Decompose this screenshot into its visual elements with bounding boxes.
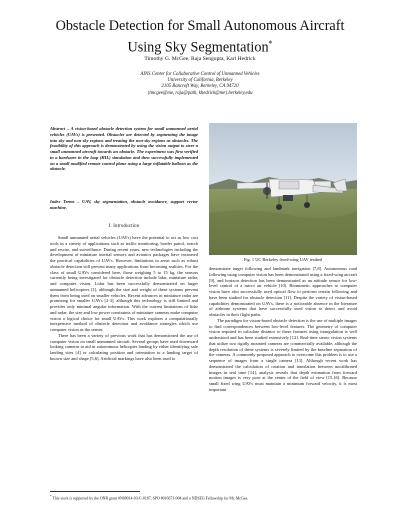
affiliation-emails: {tmcgee@me, raja@path, khedrick@me}.berkeley.edu [147,90,253,96]
figure-caption: Fig. 1 UC Berkeley fixed-wing UAV testbed [243,257,323,262]
affiliation-block [30,72,370,97]
title-line-1: Obstacle Detection for Small Autonomous Aircraft [55,18,345,34]
intro-paragraph: Small unmanned aerial vehicles (UAVs) have the potential to act as low cost tools in a variety of applications such as traffic monitoring, border patrol, search and rescue, and surveillance. During recent years, new technologies including the development of miniature inertial sensors and avionics packages have increased the practical capabilities of UAVs. However, limitations in areas such as robust obstacle detection still prevent many applications from becoming realities. For the class of small UAVs considered here, those weighing 5 to 15 kg, the sensors currently being investigated for obstacle detection include lidar, miniature radar, and computer vision. Lidar has been successfully demonstrated on larger unmanned helicopters [1], although the size and weight of these systems prevent them from being used on smaller vehicles. Recent advances in miniature radar are promising for smaller UAVs [2-3], although this technology is still limited and provides only minimal angular information. With the current limitations of lidar and radar, the size and low power constraints of miniature cameras make computer vision a logical choice for small UAVs. This work explores a computationally inexpensive method of obstacle detection and avoidance strategies which use computer vision as the sensor. [50,235,198,332]
index-terms [50,199,198,211]
index-terms-label: Index Terms [50,199,75,204]
abstract-body: – A vision-based obstacle detection system for small unmanned aerial vehicles (UAVs) is presented. Obstacles are detected by segmenting the image into sky and non-sky regions and treating the non-sky regions as obstacles. The feasibility of this approach is demonstrated by using the vision output to steer a small unmanned aircraft towards an obstacle. The experiment was first verified in a hardware in the loop (HIL) simulation and then successfully implemented on a small modified remote control plane using a large inflatable balloon as the obstacle. [50,126,198,172]
section-heading-introduction: I. Introduction [108,224,140,229]
affiliation-line: 2105 Bancroft Way, Berkeley, CA 94720 [161,84,239,90]
uav-testbed-image [209,123,357,255]
abstract-label: Abstract [50,126,66,131]
author-list: Timothy G. McGee, Raja Sengupta, Karl Hedrick [144,56,256,62]
intro-left-column [50,235,198,362]
title-footnote-mark: * [268,39,273,48]
paper-title [30,18,370,57]
footnote-divider [50,491,140,492]
index-terms-body: – UAV, sky segmentation, obstacle avoidance, support vector machine. [50,199,199,210]
intro-paragraph: There has been a variety of previous work that has demonstrated the use of computer vision on small unmanned aircraft. Several groups have used downward looking cameras to aid in autonomous helicopter landing by either identifying safe landing sites [4] or calculating position and orientation to a landing target of known size and shape [5,6]. Artificial markings have also been used to [50,332,198,361]
affiliation-line: AINS Center for Collaborative Control of Unmanned Vehicles [140,72,260,77]
footnote-mark: * [50,494,52,498]
intro-paragraph: The paradigm for vision-based obstacle detection is the use of multiple images to find correspondences between low-level features. The geometry of computer vision required to calculate distance to these features using triangulation is well understood and has been studied extensively [12]. Real-time stereo vision systems that utilize two rigidly mounted cameras are commercially available, although the depth resolution of these systems is severely limited by the baseline separation of the cameras. A commonly proposed approach to overcome this problem is to use a sequence of images from a single camera [13]. Although recent work has demonstrated the calculation of rotation and translation between uncalibrated images in real time [14], analysis reveals that depth estimation from forward motion images is very poor at the center of the field of view [15,16]. Because small fixed wing UAVs must maintain a minimum forward velocity, it is most important [209,317,357,392]
footnote [50,494,350,501]
affiliation-line: University of California, Berkeley [167,78,233,84]
intro-paragraph: demonstrate target following and landmark navigation [7,8]. Autonomous road following using computer vision has been demonstrated using a fixed-wing aircraft [9], and horizon detection has been demonstrated as an attitude sensor for low-level control of a micro air vehicle [10]. Biomimetic approaches to computer vision have also successfully used optical flow to perform terrain following and have been studied for obstacle detection [11]. Despite the variety of vision-based capabilities demonstrated on UAVs, there is a noticeable absence in the literature of airborne systems that have successfully used vision to detect and avoid obstacles in their flight paths. [209,266,357,317]
uav-photo [209,123,357,255]
abstract [50,126,198,172]
intro-right-column [209,266,357,393]
footnote-text: This work is supported by the ONR grant #N00014-03-C-0187, SPO #016671-004 and a NDSEG Fellowship for Mr. McGee. [52,496,249,501]
title-line-2 [30,35,370,57]
title-line-2-text: Using Sky Segmentation [127,39,269,56]
